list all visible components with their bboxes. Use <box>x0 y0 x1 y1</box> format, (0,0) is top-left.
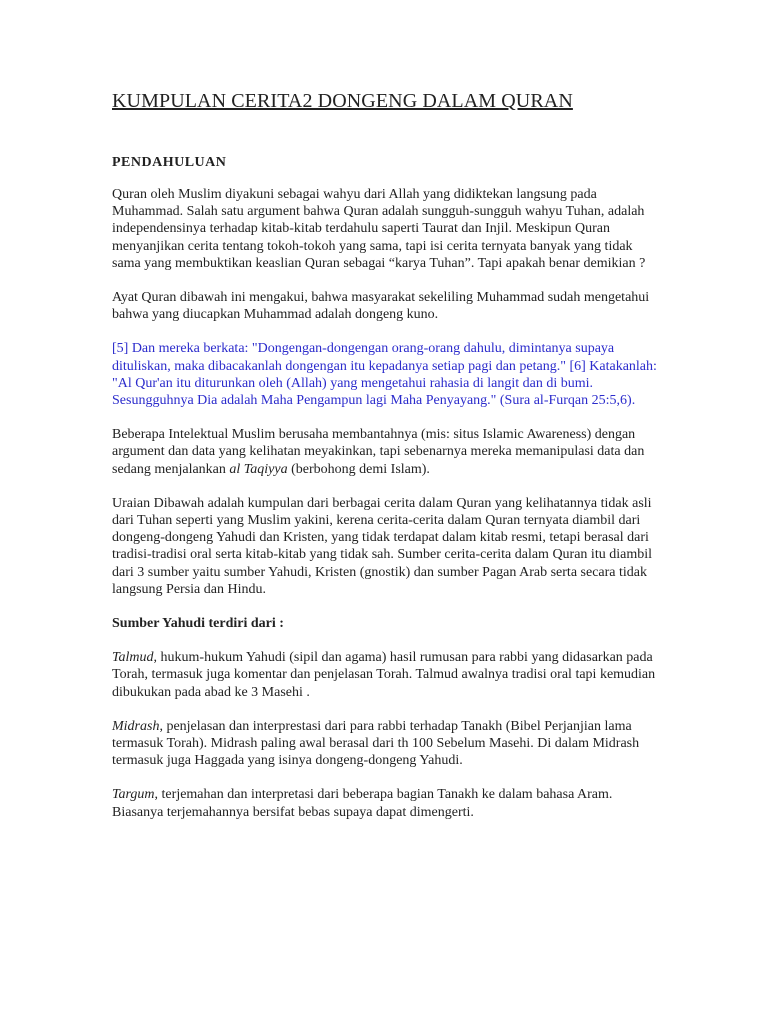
entry-talmud <box>112 649 658 701</box>
term-al-taqiyya: al Taqiyya <box>229 461 288 477</box>
entry-targum <box>112 786 658 820</box>
paragraph-intelektual-text: Beberapa Intelektual Muslim berusaha membantahnya (mis: situs Islamic Awareness) dengan argument dan data yang kelihatan meyakinkan, tapi sebenarnya mereka memanipulasi data dan sedang menjalankan <box>112 427 645 477</box>
midrash-description: , penjelasan dan interprestasi dari para rabbi terhadap Tanakh (Bibel Perjanjian lama termasuk Torah). Midrash paling awal berasal dari th 100 Sebelum Masehi. Di dalam Midrash termasuk juga Haggada yang isinya dongeng-dongeng Yahudi. <box>112 718 640 769</box>
targum-description: , terjemahan dan interpretasi dari beberapa bagian Tanakh ke dalam bahasa Aram. Biasanya terjemahannya bersifat bebas supaya dapat dimengerti. <box>112 787 613 820</box>
paragraph-intelektual <box>112 426 658 478</box>
section-heading-pendahuluan: PENDAHULUAN <box>112 155 227 170</box>
sub-heading-sumber-yahudi: Sumber Yahudi terdiri dari : <box>112 616 284 632</box>
term-midrash: Midrash <box>112 718 160 734</box>
term-talmud: Talmud <box>112 650 154 666</box>
paragraph-ayat-intro: Ayat Quran dibawah ini mengakui, bahwa masyarakat sekeliling Muhammad sudah mengetahui bahwa yang diucapkan Muhammad adalah dongeng kuno. <box>112 290 650 323</box>
paragraph-intelektual-tail: (berbohong demi Islam). <box>287 461 430 477</box>
document-page <box>112 88 658 838</box>
document-title: KUMPULAN CERITA2 DONGENG DALAM QURAN <box>112 90 573 112</box>
term-targum: Targum <box>112 787 155 803</box>
talmud-description: , hukum-hukum Yahudi (sipil dan agama) hasil rumusan para rabbi yang didasarkan pada Torah, termasuk juga komentar dan penjelasan Torah. Talmud awalnya tradisi oral tapi kemudian dibukukan pada abad ke 3 Masehi . <box>112 650 656 700</box>
quran-quote: [5] Dan mereka berkata: "Dongengan-dongengan orang-orang dahulu, dimintanya supaya dituliskan, maka dibacakanlah dongengan itu kepadanya setiap pagi dan petang." [6] Katakanlah: "Al Qur'an itu diturunkan oleh (Allah) yang mengetahui rahasia di langit dan di bumi. Sesungguhnya Dia adalah Maha Pengampun lagi Maha Penyayang." (Sura al-Furqan 25:5,6). <box>112 341 657 409</box>
entry-midrash <box>112 718 658 770</box>
paragraph-uraian: Uraian Dibawah adalah kumpulan dari berbagai cerita dalam Quran yang kelihatannya tidak asli dari Tuhan seperti yang Muslim yakini, kerena cerita-cerita dalam Quran ternyata diambil dari dongeng-dongeng Yahudi dan Kristen, yang tidak terdapat dalam kitab resmi, tetapi berasal dari tradisi-tradisi oral serta kitab-kitab yang tidak sah. Sumber cerita-cerita dalam Quran itu diambil dari 3 sumber yaitu sumber Yahudi, Kristen (gnostik) dan sumber Pagan Arab serta secara tidak langsung Persia dan Hindu. <box>112 495 652 597</box>
paragraph-intro: Quran oleh Muslim diyakuni sebagai wahyu dari Allah yang didiktekan langsung pada Muhammad. Salah satu argument bahwa Quran adalah sungguh-sungguh wahyu Tuhan, adalah independensinya terhadap kitab-kitab terdahulu saperti Taurat dan Injil. Meskipun Quran menyanjikan cerita tentang tokoh-tokoh yang sama, tapi isi cerita ternyata banyak yang tidak sama yang membuktikan keaslian Quran sebagai “karya Tuhan”. Tapi apakah benar demikian ? <box>112 187 646 271</box>
